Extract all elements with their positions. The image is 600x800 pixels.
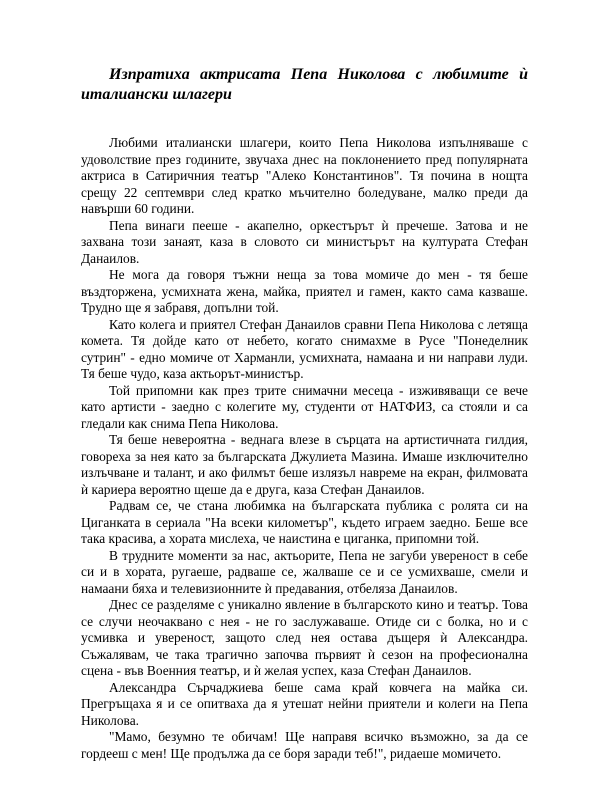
- article-title: Изпратиха актрисата Пепа Николова с любимите ѝ италиански шлагери: [81, 66, 528, 103]
- paragraph: Тя беше невероятна - веднага влезе в сърцата на артистичната гилдия, говореха за нея като за българската Джулиета Мазина. Имаше изключително излъчване и талант, и ако филмът беше излязъл навреме на екран, филмовата ѝ кариера вероятно щеше да е друга, каза Стефан Данаилов.: [81, 432, 528, 497]
- paragraph: "Мамо, безумно те обичам! Ще направя всичко възможно, за да се гордееш с мен! Ще продължа да се боря заради теб!", ридаеше момичето.: [81, 729, 528, 761]
- paragraph: Той припомни как през трите снимачни месеца - изживяващи се вече като артисти - заедно с колегите му, студенти от НАТФИЗ, са стояли и са гледали как снима Пепа Николова.: [81, 382, 528, 431]
- paragraph: Като колега и приятел Стефан Данаилов сравни Пепа Николова с летяща комета. Тя дойде като от небето, когато снимахме в Русе "Понеделник сутрин" - едно момиче от Харманли, усмихната, намаана и ни направи луди. Тя беше чудо, каза актьорът-министър.: [81, 316, 528, 381]
- paragraph: В трудните моменти за нас, актьорите, Пепа не загуби увереност в себе си и в хората, ругаеше, радваше се, жалваше се и се усмихваше, смели и намаани бяха и телевизионните ѝ предавания, отбеляза Данаилов.: [81, 547, 528, 596]
- paragraph: Днес се разделяме с уникално явление в българското кино и театър. Това се случи неочаквано с нея - не го заслужаваше. Отиде си с болка, но и с усмивка и увереност, защото след нея остава дъщеря ѝ Александра. Съжалявам, че така трагично започва първият ѝ сезон на професионална сцена - във Военния театър, и ѝ желая успех, каза Стефан Данаилов.: [81, 597, 528, 678]
- paragraph: Александра Сърчаджиева беше сама край ковчега на майка си. Прегръщаха я и се опитваха да я утешат нейни приятели и колеги на Пепа Николова.: [81, 679, 528, 728]
- paragraph: Любими италиански шлагери, които Пепа Николова изпълняваше с удоволствие през годините, звучаха днес на поклонението пред популярната актриса в Сатиричния театър "Алеко Константинов". Тя почина в нощта срещу 22 септември след кратко мъчително боледуване, малко преди да навърши 60 години.: [81, 135, 528, 216]
- article-body: [81, 135, 528, 762]
- paragraph: Радвам се, че стана любимка на българската публика с ролята си на Циганката в сериала "На всеки километър", където играем заедно. Беше все така красива, а хората мислеха, че наистина е циганка, припомни той.: [81, 498, 528, 546]
- paragraph: Пепа винаги пееше - акапелно, оркестърът ѝ пречеше. Затова и не захвана този занаят, каза в словото си министърът на културата Стефан Данаилов.: [81, 217, 528, 266]
- paragraph: Не мога да говоря тъжни неща за това момиче до мен - тя беше въздторжена, усмихната жена, майка, приятел и гамен, както сама казваше. Трудно ще я забравя, допълни той.: [81, 267, 528, 315]
